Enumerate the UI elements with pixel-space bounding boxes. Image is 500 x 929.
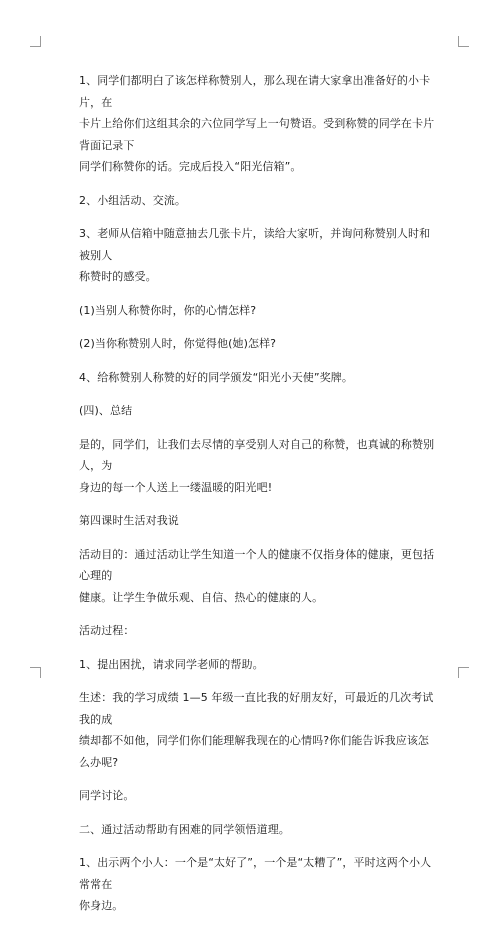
line: 绩却都不如他，同学们你们能理解我现在的心情吗?你们能告诉我应该怎么办呢? <box>79 734 430 769</box>
line: 第四课时生活对我说 <box>79 514 179 527</box>
line: 卡片上给你们这组其余的六位同学写上一句赞语。受到称赞的同学在卡片背面记录下 <box>79 117 435 152</box>
line: 活动目的：通过活动让学生知道一个人的健康不仅指身体的健康，更包括心理的 <box>79 547 435 582</box>
paragraph-activity-goal <box>79 544 439 609</box>
line: 生述：我的学习成绩 1—5 年级一直比我的好朋友好，可最近的几次考试我的成 <box>79 691 434 726</box>
line: (1)当别人称赞你时，你的心情怎样? <box>79 303 257 317</box>
line: 是的，同学们，让我们去尽情的享受别人对自己的称赞，也真诚的称赞别人，为 <box>79 437 435 472</box>
line: 你身边。 <box>79 899 124 912</box>
line: 1、出示两个小人：一个是“太好了”，一个是“太糟了”，平时这两个小人常常在 <box>79 856 432 891</box>
line: (2)当你称赞别人时，你觉得他(她)怎样? <box>79 337 277 350</box>
line: 1、同学们都明白了该怎样称赞别人，那么现在请大家拿出准备好的小卡片，在 <box>79 74 431 109</box>
paragraph-activity-process <box>79 620 439 642</box>
paragraph-discussion <box>79 785 439 807</box>
line: 同学们称赞你的话。完成后投入“阳光信箱”。 <box>79 160 302 173</box>
line: 身边的每一个人送上一缕温暖的阳光吧! <box>79 480 273 494</box>
paragraph-question-2 <box>79 333 439 355</box>
paragraph-raise-trouble <box>79 654 439 676</box>
paragraph-student-statement <box>79 687 439 773</box>
line: 3、老师从信箱中随意抽去几张卡片，读给大家听，并询问称赞别人时和被别人 <box>79 227 431 262</box>
paragraph-two-figures <box>79 852 439 917</box>
paragraph-summary <box>79 434 439 499</box>
paragraph-group-activity <box>79 190 439 212</box>
line: 4、给称赞别人称赞的好的同学颁发“阳光小天使”奖牌。 <box>79 370 353 384</box>
line: 称赞时的感受。 <box>79 270 157 283</box>
paragraph-award <box>79 367 439 389</box>
line: 活动过程： <box>79 624 135 637</box>
page-corner-mark-top-right <box>458 36 469 47</box>
paragraph-teacher-reads <box>79 223 439 288</box>
paragraph-help-activity <box>79 819 439 841</box>
line: (四)、总结 <box>79 404 133 417</box>
line: 健康。让学生争做乐观、自信、热心的健康的人。 <box>79 590 324 604</box>
document-body <box>79 70 439 929</box>
line: 二、通过活动帮助有困难的同学领悟道理。 <box>79 822 290 836</box>
lesson-title <box>79 510 439 532</box>
section-heading-summary <box>79 400 439 422</box>
paragraph-cards-praise <box>79 70 439 178</box>
page-corner-mark-bottom-right <box>458 667 469 678</box>
paragraph-question-1 <box>79 300 439 322</box>
line: 同学讨论。 <box>79 789 135 802</box>
line: 1、提出困扰，请求同学老师的帮助。 <box>79 657 264 671</box>
page-corner-mark-top-left <box>30 36 41 47</box>
line: 2、小组活动、交流。 <box>79 193 186 207</box>
page-corner-mark-bottom-left <box>30 667 41 678</box>
